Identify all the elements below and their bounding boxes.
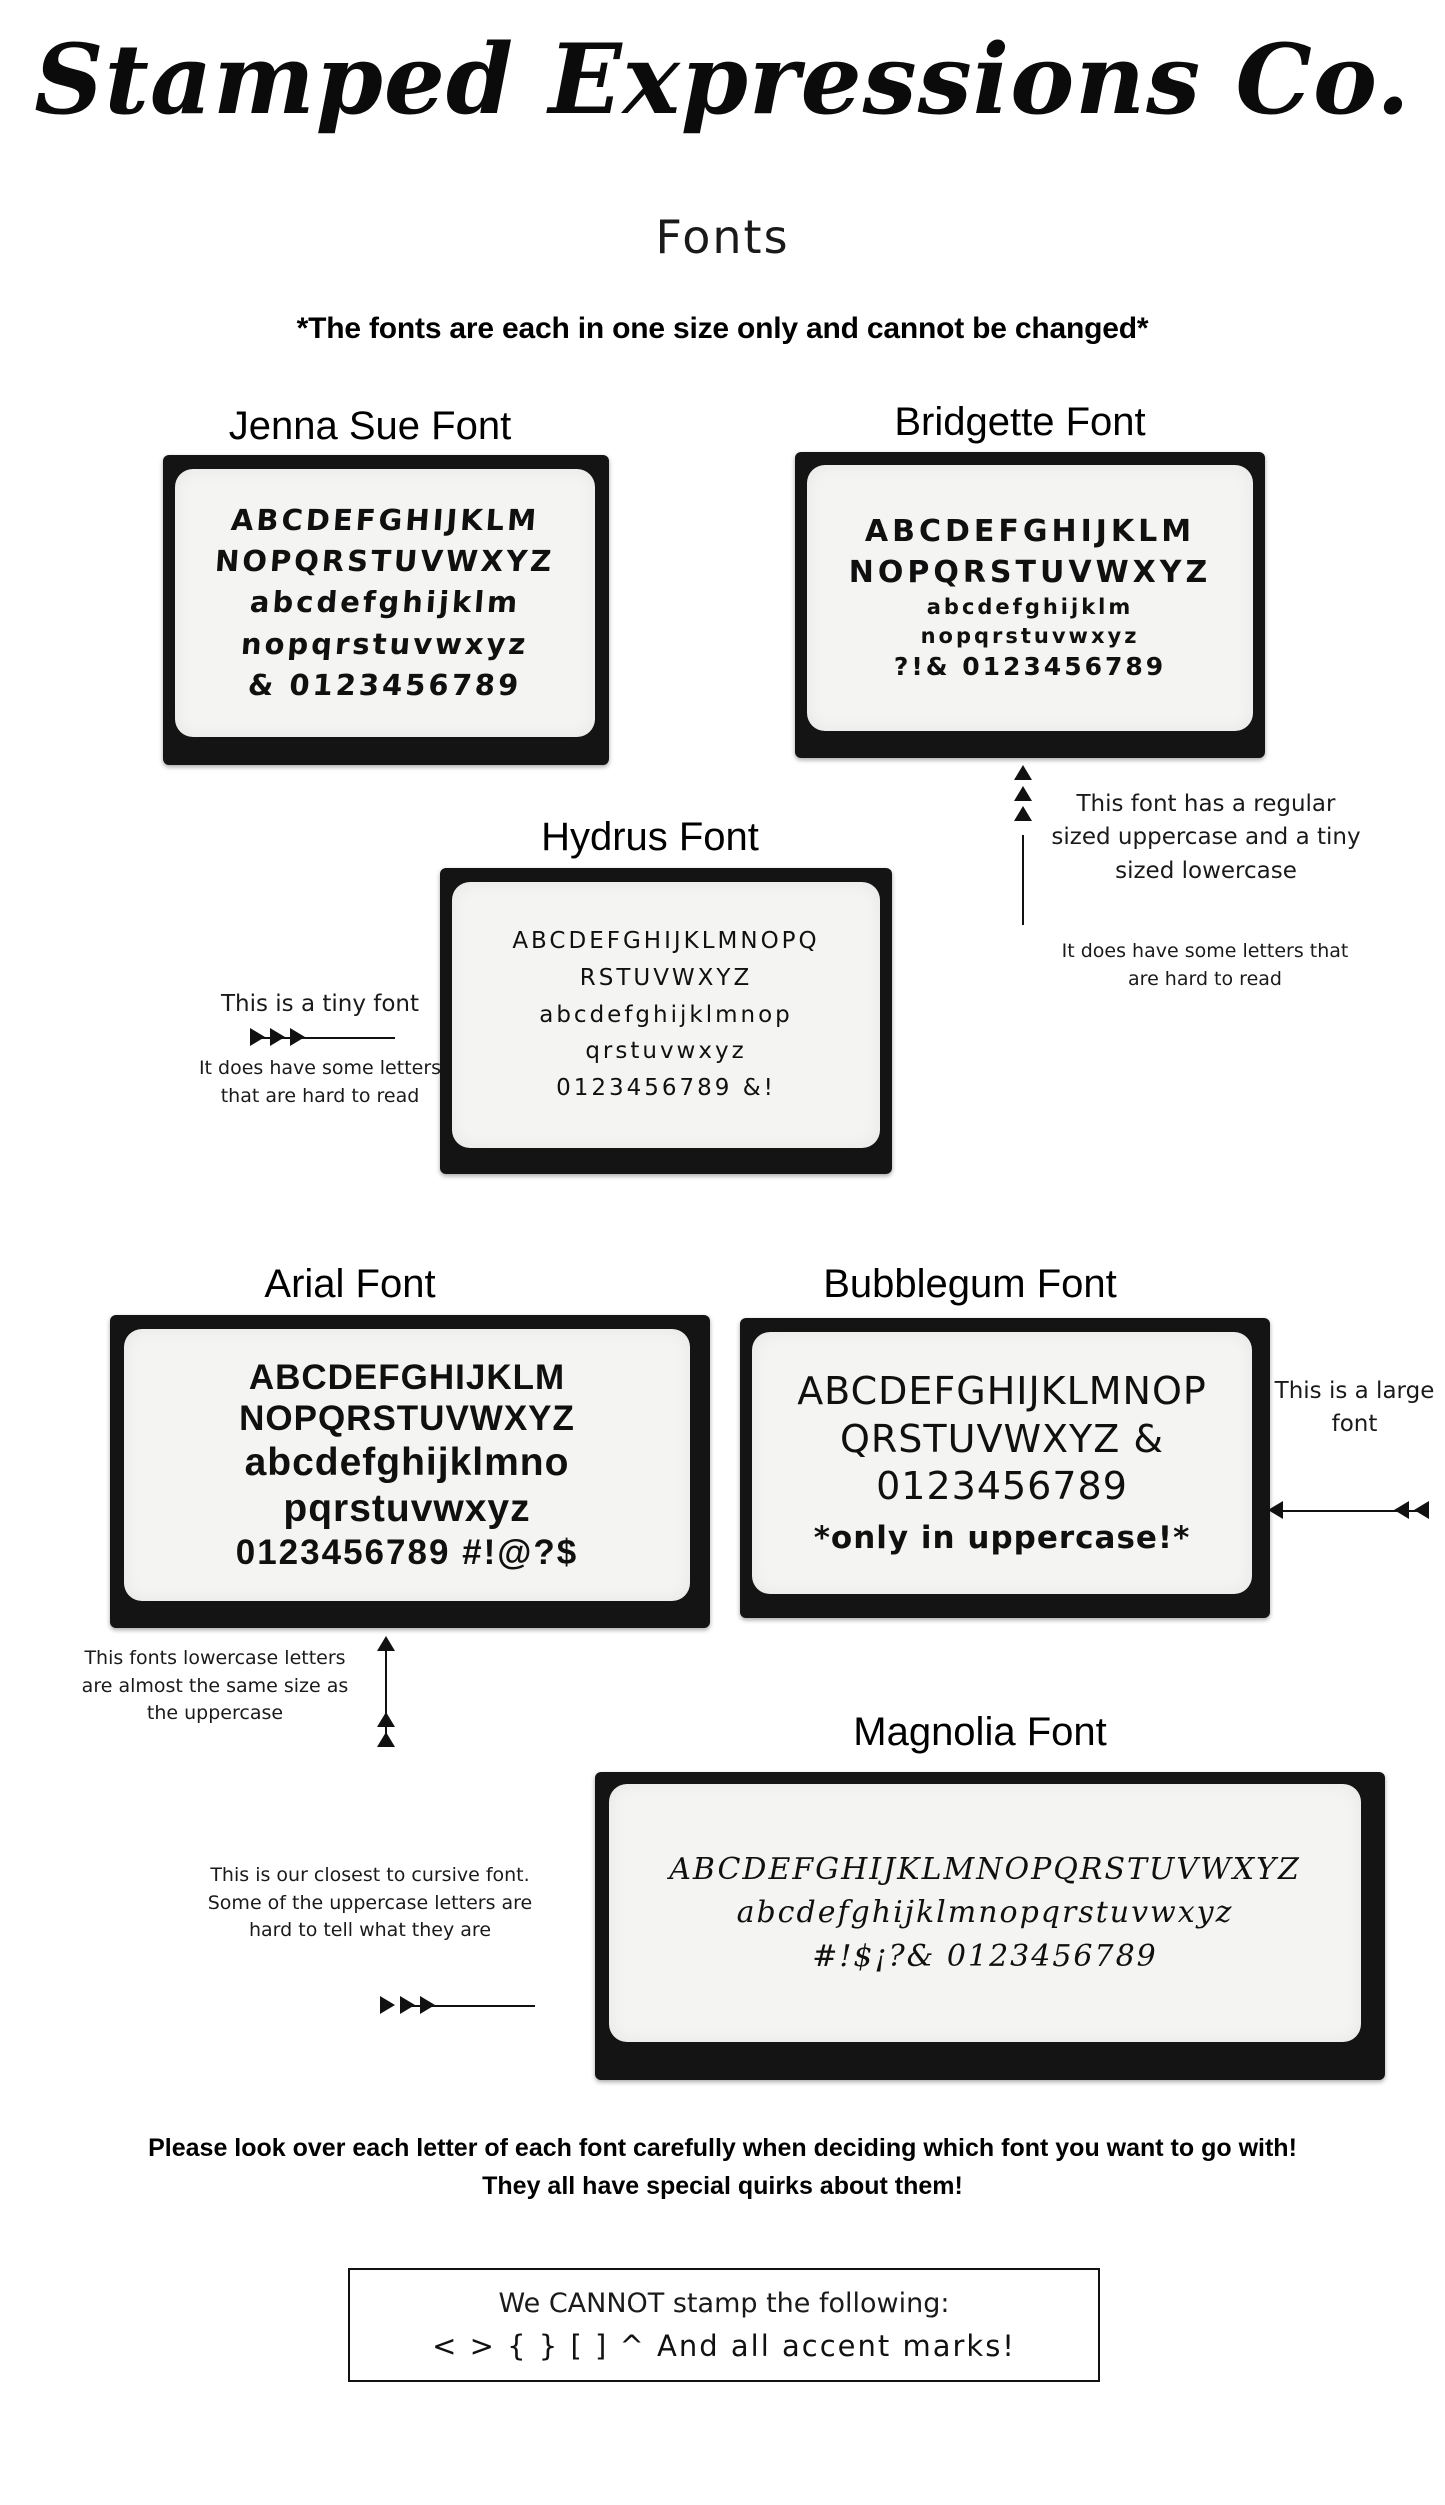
sample-line: abcdefghijklm — [248, 585, 522, 620]
sample-line: NOPQRSTUVWXYZ — [239, 1399, 575, 1439]
annotation-arrow-head-up — [377, 1636, 395, 1651]
sample-line: pqrstuvwxyz — [283, 1486, 531, 1530]
annotation-arrow-head-right — [290, 1028, 305, 1046]
annotation-magnolia-main: This is our closest to cursive font. Some of the uppercase letters are hard to tell what they are — [207, 1864, 533, 1942]
font-sample-jenna-sue — [163, 455, 609, 765]
page-title: Stamped Expressions Co. — [34, 23, 1411, 136]
annotation-arrow-head-right — [380, 1996, 395, 2014]
cannot-stamp-heading: We CANNOT stamp the following: — [498, 2287, 950, 2319]
annotation-arrow-shaft — [1022, 835, 1024, 925]
font-title-hydrus: Hydrus Font — [541, 815, 759, 859]
annotation-arrow-head-right — [420, 1996, 435, 2014]
font-sample-hydrus — [440, 868, 892, 1174]
annotation-arrow-head-left — [1268, 1501, 1283, 1519]
font-sample-bridgette — [795, 452, 1265, 758]
sample-sheet — [752, 1332, 1252, 1594]
sample-line: & 0123456789 — [247, 667, 523, 702]
font-title-magnolia: Magnolia Font — [853, 1710, 1107, 1754]
sample-sheet — [175, 469, 595, 737]
sample-line: qrstuvwxyz — [585, 1038, 747, 1065]
annotation-arrow-head-up — [1014, 765, 1032, 780]
sample-line: abcdefghijklmnopqrstuvwxyz — [736, 1895, 1234, 1931]
font-sample-bubblegum — [740, 1318, 1270, 1618]
sample-line: 0123456789 #!@?$ — [235, 1532, 579, 1572]
sample-line: ?!& 0123456789 — [893, 651, 1167, 681]
font-title-bubblegum: Bubblegum Font — [823, 1262, 1117, 1306]
sample-line: nopqrstuvwxyz — [240, 626, 530, 661]
annotation-bubblegum-main: This is a large font — [1274, 1378, 1435, 1438]
sample-line: 0123456789 — [876, 1464, 1128, 1509]
sample-line: ABCDEFGHIJKLMNOPQRSTUVWXYZ — [669, 1851, 1301, 1887]
annotation-bridgette-main: This font has a regular sized uppercase and a tiny sized lowercase — [1051, 791, 1361, 884]
sample-line: NOPQRSTUVWXYZ — [214, 544, 556, 579]
sample-line: nopqrstuvwxyz — [920, 623, 1140, 648]
sample-line: ABCDEFGHIJKLMNOP — [797, 1368, 1207, 1413]
footer-line-1: Please look over each letter of each font carefully when deciding which font you want to go with! — [148, 2134, 1297, 2162]
sample-sheet — [609, 1784, 1361, 2042]
annotation-arrow-head-up — [377, 1732, 395, 1747]
annotation-arrow-head-left — [1394, 1501, 1409, 1519]
cannot-stamp-box — [348, 2268, 1100, 2382]
sample-line: RSTUVWXYZ — [579, 964, 753, 991]
annotation-arrow-head-right — [400, 1996, 415, 2014]
sample-sheet — [807, 465, 1253, 731]
cannot-stamp-symbols: < > { } [ ] ^ And all accent marks! — [432, 2328, 1016, 2363]
page-subtitle: Fonts — [655, 210, 790, 264]
sample-line: ABCDEFGHIJKLM — [864, 514, 1196, 550]
sample-line: abcdefghijklmnop — [539, 1001, 793, 1028]
annotation-arrow-head-right — [270, 1028, 285, 1046]
font-title-arial: Arial Font — [264, 1262, 436, 1306]
annotation-arrow-head-up — [1014, 786, 1032, 801]
annotation-arrow-head-up — [377, 1712, 395, 1727]
font-sample-magnolia — [595, 1772, 1385, 2080]
sample-line: abcdefghijklm — [926, 595, 1134, 620]
annotation-hydrus-main: This is a tiny font — [220, 991, 420, 1017]
sample-line: #!$¡?& 0123456789 — [812, 1938, 1158, 1974]
font-title-jenna-sue: Jenna Sue Font — [228, 404, 512, 448]
sample-line: NOPQRSTUVWXYZ — [848, 554, 1212, 590]
sample-line: QRSTUVWXYZ & — [839, 1416, 1164, 1461]
font-sample-arial — [110, 1315, 710, 1628]
annotation-bridgette-secondary: It does have some letters that are hard to read — [1061, 940, 1349, 990]
sample-sheet — [124, 1329, 690, 1601]
font-title-bridgette: Bridgette Font — [894, 400, 1146, 444]
sample-line: ABCDEFGHIJKLMNOPQ — [512, 928, 820, 954]
footer-line-2: They all have special quirks about them! — [482, 2172, 963, 2200]
sample-line: abcdefghijklmno — [244, 1440, 570, 1484]
annotation-hydrus-secondary: It does have some letters that are hard to read — [198, 1057, 442, 1107]
size-notice: *The fonts are each in one size only and cannot be changed* — [296, 312, 1149, 345]
annotation-arrow-head-right — [250, 1028, 265, 1046]
sample-line: ABCDEFGHIJKLM — [248, 1358, 566, 1398]
sample-sheet — [452, 882, 880, 1148]
annotation-arrow-head-up — [1014, 806, 1032, 821]
sample-note: *only in uppercase!* — [813, 1520, 1191, 1557]
sample-line: 0123456789 &! — [556, 1075, 776, 1102]
annotation-arial-main: This fonts lowercase letters are almost the same size as the uppercase — [81, 1647, 349, 1725]
annotation-arrow-head-left — [1414, 1501, 1429, 1519]
sample-line: ABCDEFGHIJKLM — [229, 503, 541, 538]
